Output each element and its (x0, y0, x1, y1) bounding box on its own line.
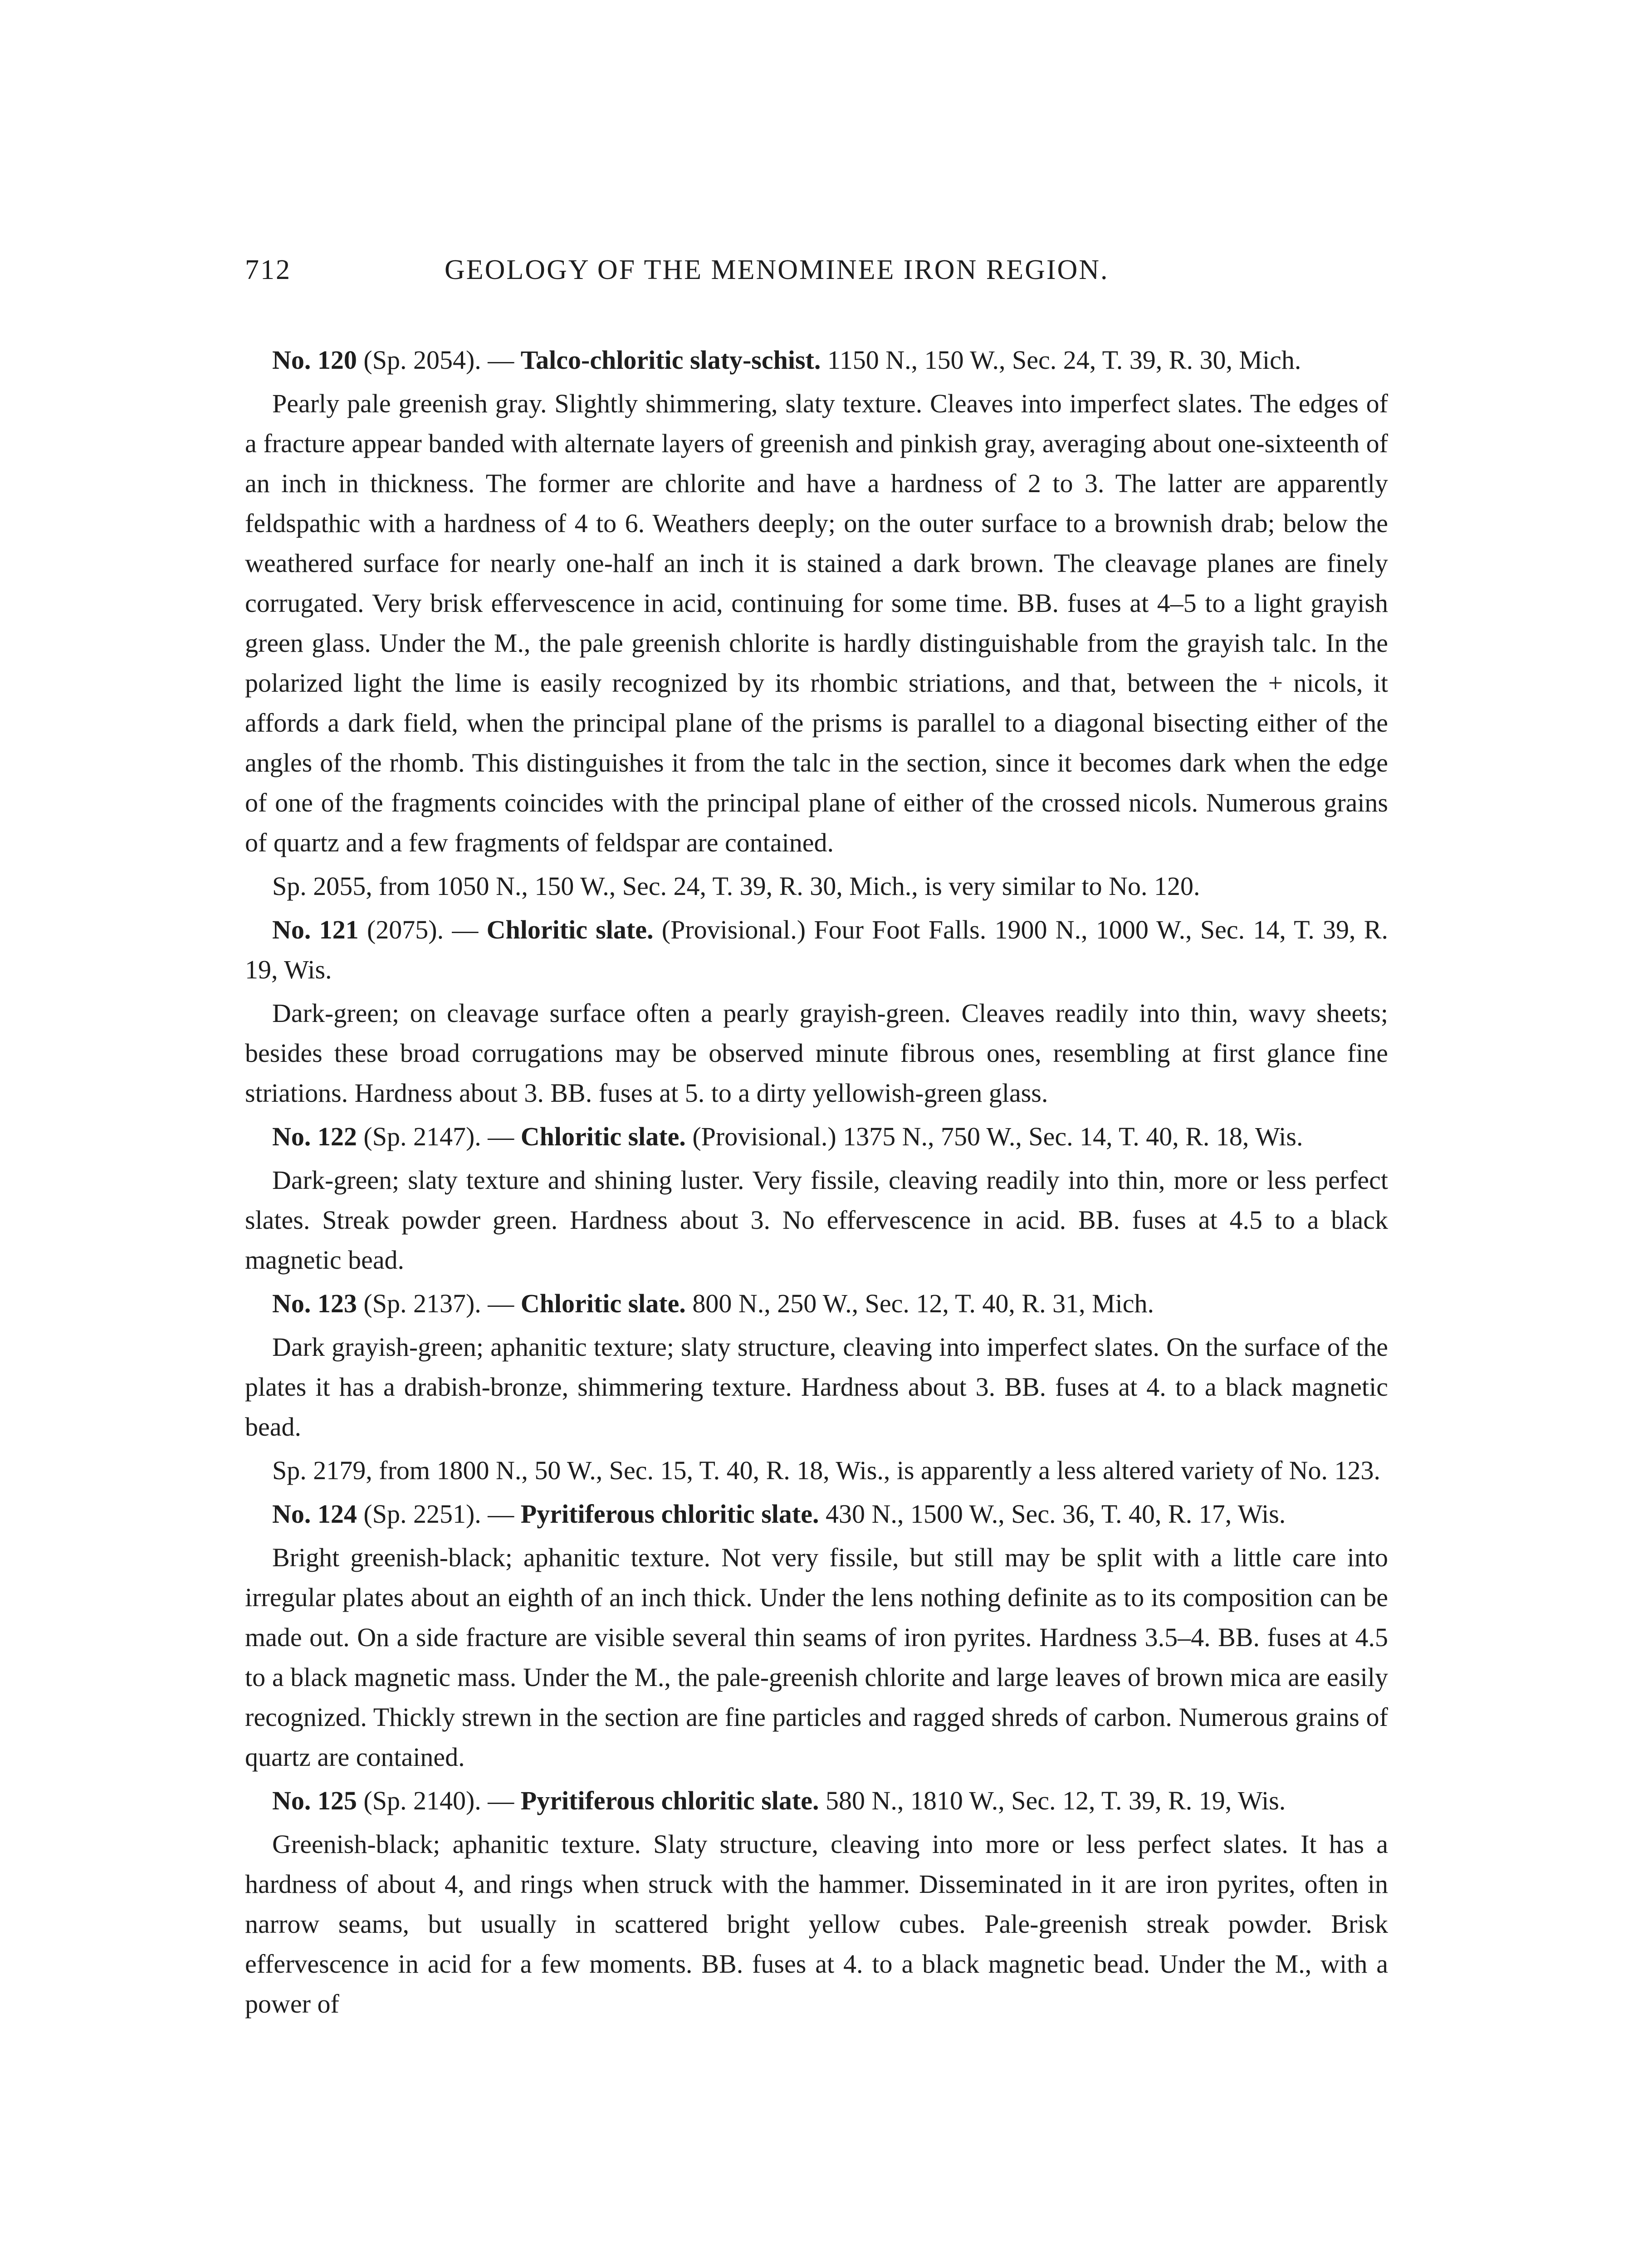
specimen-reference: (Sp. 2251). — (357, 1499, 521, 1529)
specimen-heading (245, 1117, 1388, 1157)
specimen-locality: 800 N., 250 W., Sec. 12, T. 40, R. 31, Mich. (685, 1289, 1154, 1318)
specimen-name: Chloritic slate. (486, 915, 654, 944)
specimen-name: Talco-chloritic slaty-schist. (520, 345, 821, 375)
specimen-locality: (Provisional.) Four Foot Falls. 1900 N., 1000 W., Sec. 14, T. 39, R. 19, Wis. (245, 915, 1388, 984)
specimen-locality: (Provisional.) 1375 N., 750 W., Sec. 14, T. 40, R. 18, Wis. (685, 1122, 1303, 1151)
specimen-heading (245, 340, 1388, 380)
specimen-entry (245, 340, 1388, 906)
specimen-reference: (Sp. 2147). — (357, 1122, 521, 1151)
specimen-entry (245, 1117, 1388, 1280)
page (245, 254, 1388, 2028)
specimen-entry (245, 1284, 1388, 1491)
specimen-number: No. 124 (272, 1499, 357, 1529)
specimen-number: No. 123 (272, 1289, 357, 1318)
specimen-heading (245, 1284, 1388, 1324)
specimen-note: Sp. 2055, from 1050 N., 150 W., Sec. 24, T. 39, R. 30, Mich., is very similar to No. 120. (272, 871, 1200, 901)
page-number: 712 (245, 254, 291, 285)
specimen-entry (245, 1781, 1388, 2024)
specimen-locality: 430 N., 1500 W., Sec. 36, T. 40, R. 17, Wis. (819, 1499, 1286, 1529)
specimen-name: Chloritic slate. (520, 1289, 686, 1318)
specimen-description: Bright greenish-black; aphanitic texture. Not very fissile, but still may be split with a little care into irregular plates about an eighth of an inch thick. Under the lens nothing definite as to its composition can be made out. On a side fracture are visible several thin seams of iron pyrites. Hardness 3.5–4. BB. fuses at 4.5 to a black magnetic mass. Under the M., the pale-greenish chlorite and large leaves of brown mica are easily recognized. Thickly strewn in the section are fine particles and ragged shreds of carbon. Numerous grains of quartz are contained. (245, 1543, 1388, 1772)
specimen-locality: 1150 N., 150 W., Sec. 24, T. 39, R. 30, Mich. (821, 345, 1301, 375)
specimen-note: Sp. 2179, from 1800 N., 50 W., Sec. 15, T. 40, R. 18, Wis., is apparently a less altered variety of No. 123. (272, 1456, 1381, 1485)
specimen-name: Pyritiferous chloritic slate. (520, 1499, 819, 1529)
specimen-number: No. 122 (272, 1122, 357, 1151)
specimen-name: Pyritiferous chloritic slate. (520, 1786, 819, 1815)
specimen-number: No. 125 (272, 1786, 357, 1815)
specimen-reference: (Sp. 2137). — (357, 1289, 521, 1318)
specimen-description: Greenish-black; aphanitic texture. Slaty structure, cleaving into more or less perfect slates. It has a hardness of about 4, and rings when struck with the hammer. Disseminated in it are iron pyrites, often in narrow seams, but usually in scattered bright yellow cubes. Pale-greenish streak powder. Brisk effervescence in acid for a few moments. BB. fuses at 4. to a black magnetic bead. Under the M., with a power of (245, 1829, 1388, 2019)
specimen-reference: (Sp. 2140). — (357, 1786, 521, 1815)
running-title: GEOLOGY OF THE MENOMINEE IRON REGION. (445, 254, 1109, 285)
specimen-heading (245, 910, 1388, 990)
specimen-reference: (Sp. 2054). — (357, 345, 521, 375)
specimen-heading (245, 1494, 1388, 1534)
specimen-entry (245, 1494, 1388, 1777)
specimen-description: Pearly pale greenish gray. Slightly shimmering, slaty texture. Cleaves into imperfect slates. The edges of a fracture appear banded with alternate layers of greenish and pinkish gray, averaging about one-sixteenth of an inch in thickness. The former are chlorite and have a hardness of 2 to 3. The latter are apparently feldspathic with a hardness of 4 to 6. Weathers deeply; on the outer surface to a brownish drab; below the weathered surface for nearly one-half an inch it is stained a dark brown. The cleavage planes are finely corrugated. Very brisk effervescence in acid, continuing for some time. BB. fuses at 4–5 to a light grayish green glass. Under the M., the pale greenish chlorite is hardly distinguishable from the grayish talc. In the polarized light the lime is easily recognized by its rhombic striations, and that, between the + nicols, it affords a dark field, when the principal plane of the prisms is parallel to a diagonal bisecting either of the angles of the rhomb. This distinguishes it from the talc in the section, since it becomes dark when the edge of one of the fragments coincides with the principal plane of either of the crossed nicols. Numerous grains of quartz and a few fragments of feldspar are contained. (245, 389, 1388, 857)
specimen-number: No. 121 (272, 915, 359, 944)
specimen-name: Chloritic slate. (520, 1122, 686, 1151)
specimen-description: Dark-green; on cleavage surface often a pearly grayish-green. Cleaves readily into thin, wavy sheets; besides these broad corrugations may be observed minute fibrous ones, resembling at first glance fine striations. Hardness about 3. BB. fuses at 5. to a dirty yellowish-green glass. (245, 998, 1388, 1108)
running-head (245, 254, 1388, 304)
specimen-locality: 580 N., 1810 W., Sec. 12, T. 39, R. 19, Wis. (819, 1786, 1286, 1815)
specimen-reference: (2075). — (358, 915, 487, 944)
specimen-heading (245, 1781, 1388, 1821)
specimen-description: Dark grayish-green; aphanitic texture; slaty structure, cleaving into imperfect slates. On the surface of the plates it has a drabish-bronze, shimmering texture. Hardness about 3. BB. fuses at 4. to a black magnetic bead. (245, 1332, 1388, 1442)
specimen-entry (245, 910, 1388, 1113)
specimen-description: Dark-green; slaty texture and shining luster. Very fissile, cleaving readily into thin, more or less perfect slates. Streak powder green. Hardness about 3. No effervescence in acid. BB. fuses at 4.5 to a black magnetic bead. (245, 1165, 1388, 1275)
specimen-number: No. 120 (272, 345, 357, 375)
